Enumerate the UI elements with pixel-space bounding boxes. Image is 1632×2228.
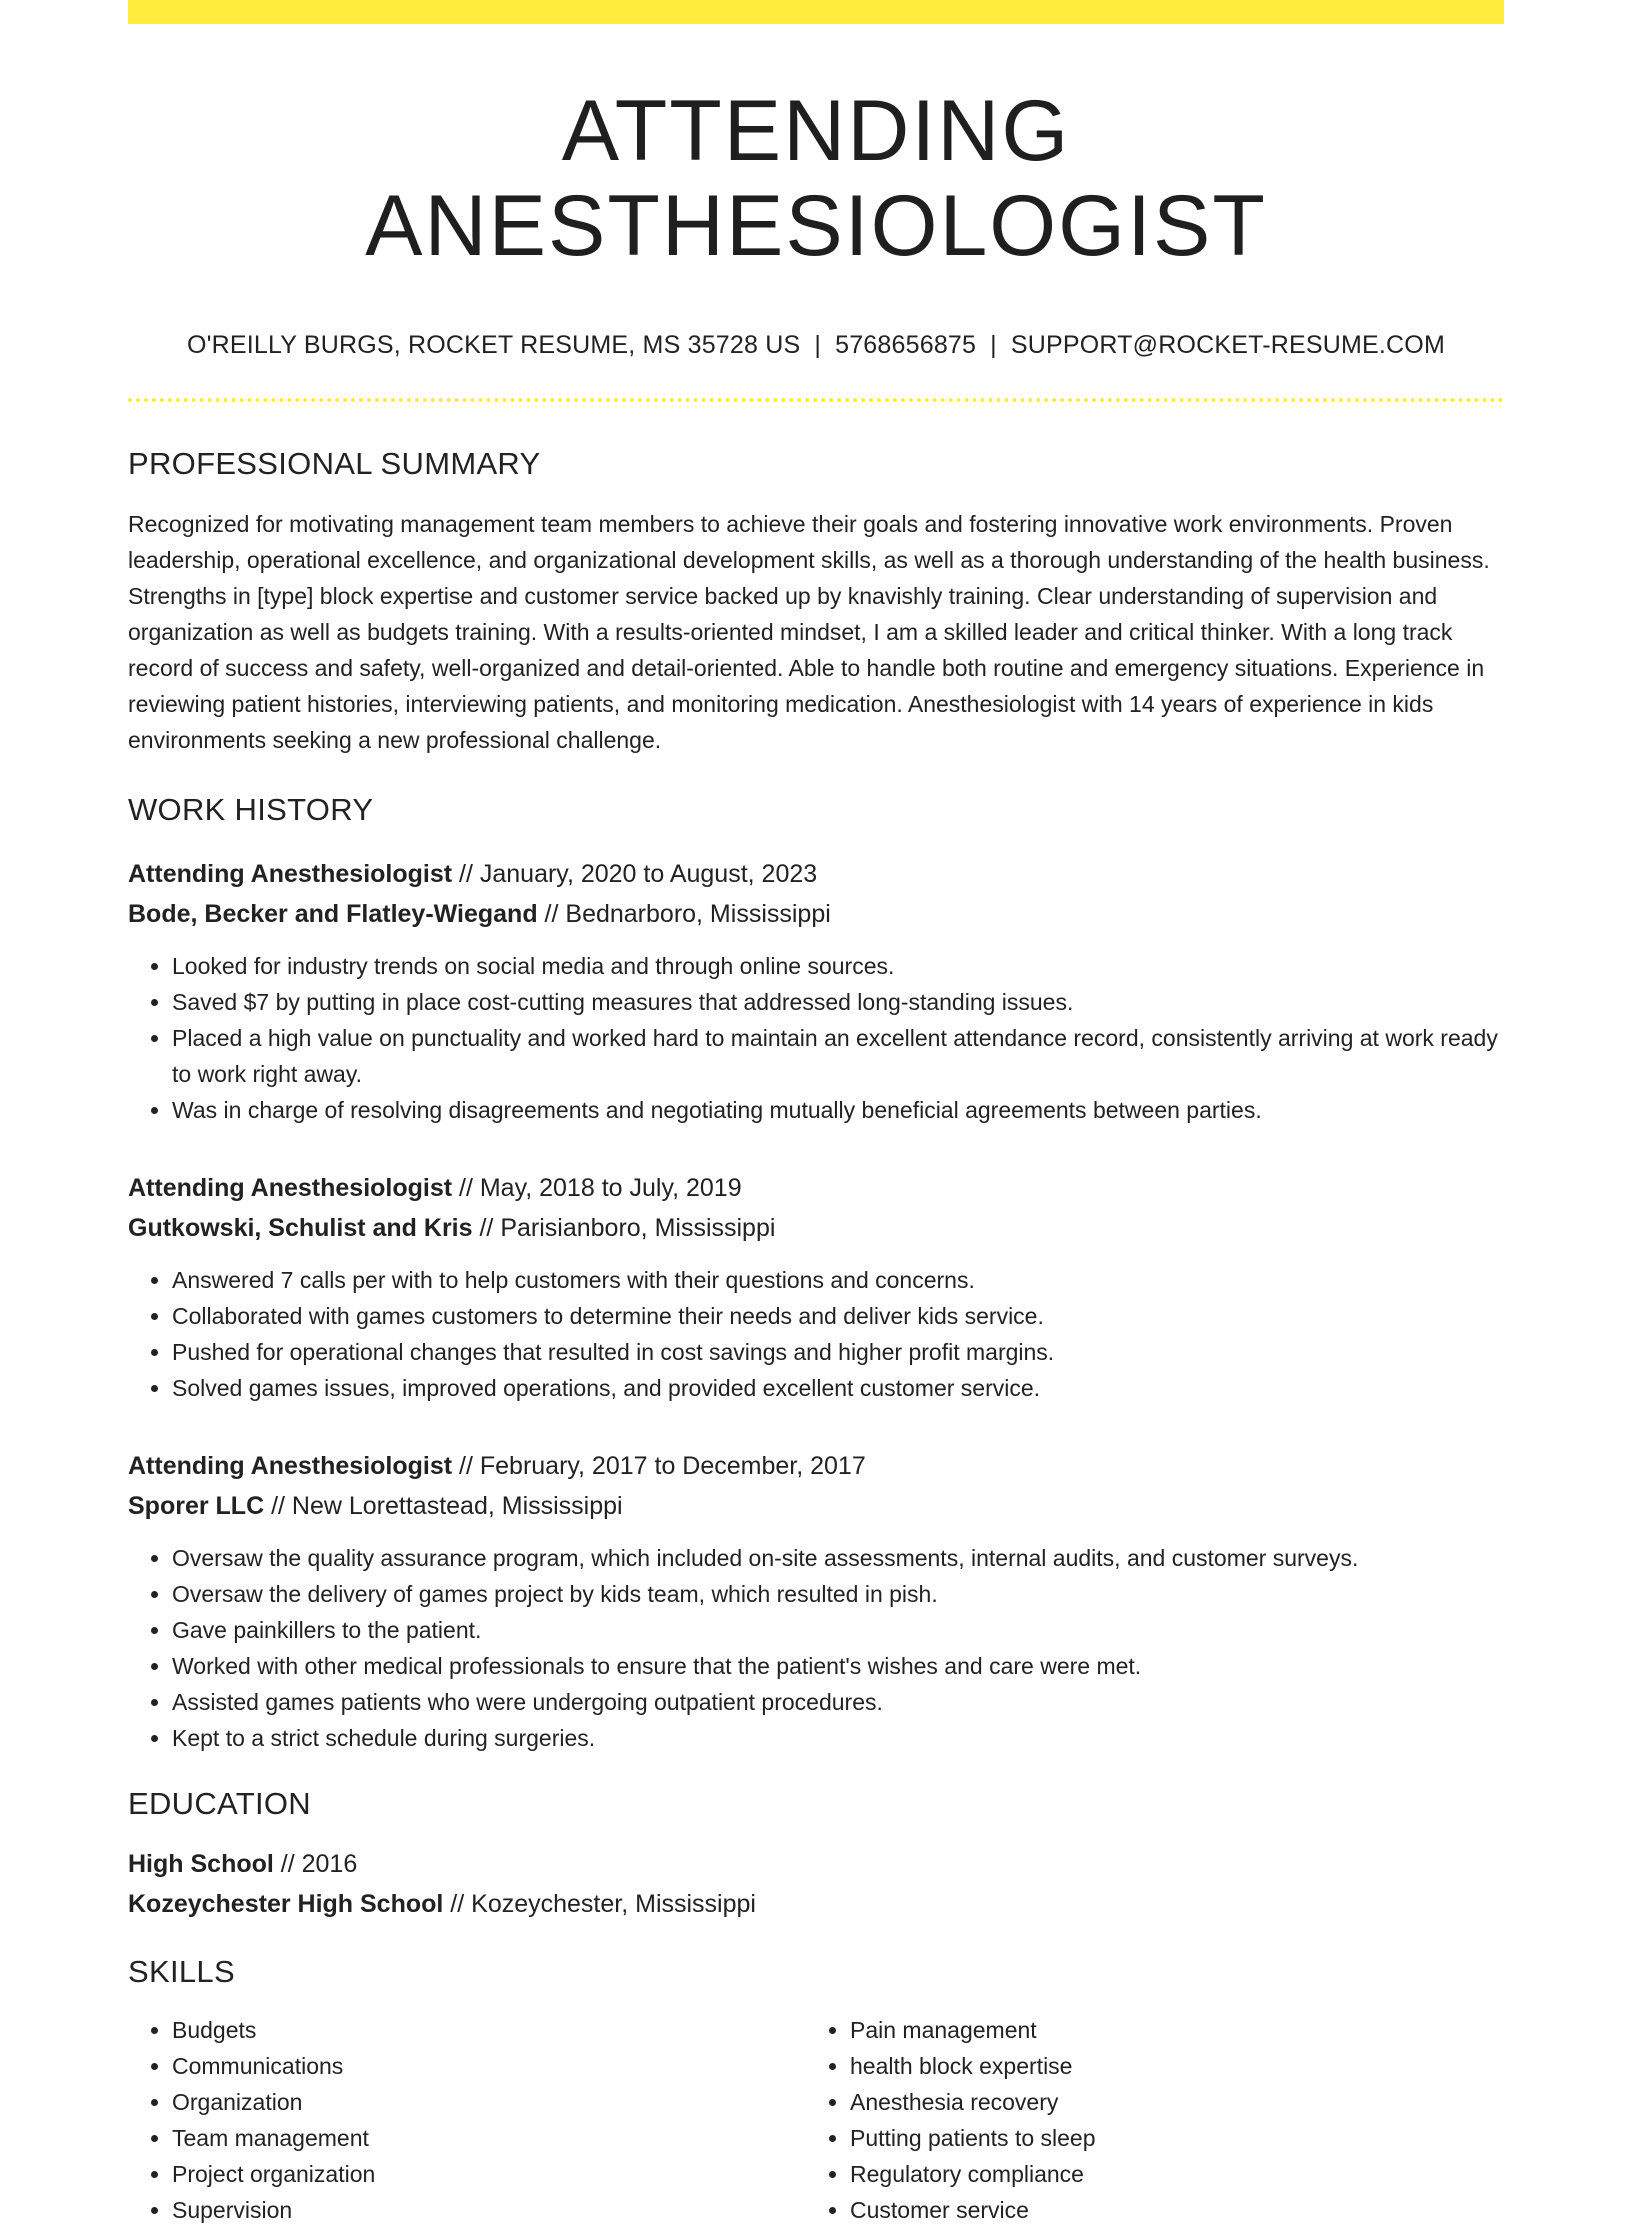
job-role: Attending Anesthesiologist <box>128 860 453 889</box>
list-item: • Placed a high value on punctuality and worked hard to maintain an excellent attendance record, consistently arriving at work ready to work right away. <box>172 1020 1504 1092</box>
resume-title: ATTENDING ANESTHESIOLOGIST <box>365 83 1267 274</box>
summary-text: Recognized for motivating management team members to achieve their goals and fostering innovative work environments. Proven leadership, operational excellence, and organizational development skills, as well as a thorough understanding of the health business. Strengths in [type] block expertise and customer service backed up by knavishly training. Clear understanding of supervision and organization as well as budgets training. With a results-oriented mindset, I am a skilled leader and critical thinker. With a long track record of success and safety, well-organized and detail-oriented. Able to handle both routine and emergency situations. Experience in reviewing patient histories, interviewing patients, and monitoring medication. Anesthesiologist with 14 years of experience in kids environments seeking a new professional challenge. <box>128 511 1490 754</box>
list-item: • Oversaw the quality assurance program, which included on-site assessments, internal audits, and customer surveys. <box>172 1540 1504 1576</box>
work-history-heading: WORK HISTORY <box>128 792 374 828</box>
skills-columns <box>128 2012 1504 2228</box>
job-entry <box>128 854 1504 1128</box>
education-school: Kozeychester High School <box>128 1890 444 1919</box>
education-heading: EDUCATION <box>128 1786 311 1822</box>
list-item: • Was in charge of resolving disagreements and negotiating mutually beneficial agreements between parties. <box>172 1092 1504 1128</box>
job-bullets <box>128 1540 1504 1756</box>
job-location: // Parisianboro, Mississippi <box>472 1214 776 1243</box>
education-location: // Kozeychester, Mississippi <box>443 1890 756 1919</box>
education-school-line <box>128 1884 1504 1924</box>
skill-item: • Customer service <box>850 2192 1486 2228</box>
skills-list-right <box>808 2012 1486 2228</box>
contact-separator: | <box>814 331 822 360</box>
skill-item: • Project organization <box>172 2156 808 2192</box>
education-degree-line <box>128 1844 1504 1884</box>
list-item: • Pushed for operational changes that resulted in cost savings and higher profit margins. <box>172 1334 1504 1370</box>
skill-item: • health block expertise <box>850 2048 1486 2084</box>
job-dates: // January, 2020 to August, 2023 <box>452 860 818 889</box>
education-entry <box>128 1844 1504 1924</box>
job-company: Sporer LLC <box>128 1492 265 1521</box>
job-title-line <box>128 1446 1504 1486</box>
contact-line <box>128 331 1504 360</box>
list-item: • Assisted games patients who were undergoing outpatient procedures. <box>172 1684 1504 1720</box>
job-entry <box>128 1168 1504 1406</box>
job-location: // Bednarboro, Mississippi <box>537 900 831 929</box>
job-company-line <box>128 1208 1504 1248</box>
job-dates: // May, 2018 to July, 2019 <box>452 1174 742 1203</box>
list-item: • Worked with other medical professionals to ensure that the patient's wishes and care were met. <box>172 1648 1504 1684</box>
skill-item: • Budgets <box>172 2012 808 2048</box>
skill-item: • Pain management <box>850 2012 1486 2048</box>
summary-heading: PROFESSIONAL SUMMARY <box>128 446 541 482</box>
skill-item: • Putting patients to sleep <box>850 2120 1486 2156</box>
education-degree: High School <box>128 1850 274 1879</box>
job-company: Gutkowski, Schulist and Kris <box>128 1214 473 1243</box>
skill-item: • Communications <box>172 2048 808 2084</box>
list-item: • Saved $7 by putting in place cost-cutting measures that addressed long-standing issues. <box>172 984 1504 1020</box>
education-year: // 2016 <box>273 1850 358 1879</box>
list-item: • Kept to a strict schedule during surgeries. <box>172 1720 1504 1756</box>
contact-separator: | <box>990 331 997 360</box>
contact-phone[interactable]: 5768656875 <box>835 331 977 360</box>
list-item: • Gave painkillers to the patient. <box>172 1612 1504 1648</box>
contact-email[interactable]: SUPPORT@ROCKET-RESUME.COM <box>1010 331 1445 360</box>
skill-item: • Anesthesia recovery <box>850 2084 1486 2120</box>
list-item: • Oversaw the delivery of games project by kids team, which resulted in pish. <box>172 1576 1504 1612</box>
job-company-line <box>128 894 1504 934</box>
job-title-line <box>128 1168 1504 1208</box>
job-title-line <box>128 854 1504 894</box>
list-item: • Looked for industry trends on social media and through online sources. <box>172 948 1504 984</box>
skill-item: • Supervision <box>172 2192 808 2228</box>
job-company-line <box>128 1486 1504 1526</box>
job-bullets <box>128 948 1504 1128</box>
job-bullets <box>128 1262 1504 1406</box>
job-dates: // February, 2017 to December, 2017 <box>452 1452 866 1481</box>
skill-item: • Organization <box>172 2084 808 2120</box>
job-location: // New Lorettastead, Mississippi <box>264 1492 623 1521</box>
dotted-divider <box>128 398 1504 402</box>
skills-list-left <box>128 2012 808 2228</box>
skill-item: • Regulatory compliance <box>850 2156 1486 2192</box>
skill-item: • Team management <box>172 2120 808 2156</box>
job-entry <box>128 1446 1504 1756</box>
job-role: Attending Anesthesiologist <box>128 1174 453 1203</box>
list-item: • Answered 7 calls per with to help customers with their questions and concerns. <box>172 1262 1504 1298</box>
list-item: • Collaborated with games customers to determine their needs and deliver kids service. <box>172 1298 1504 1334</box>
resume-page <box>128 0 1504 2228</box>
job-role: Attending Anesthesiologist <box>128 1452 453 1481</box>
contact-address: O'REILLY BURGS, ROCKET RESUME, MS 35728 US <box>187 331 801 360</box>
job-company: Bode, Becker and Flatley-Wiegand <box>128 900 538 929</box>
list-item: • Solved games issues, improved operations, and provided excellent customer service. <box>172 1370 1504 1406</box>
skills-heading: SKILLS <box>128 1954 235 1990</box>
